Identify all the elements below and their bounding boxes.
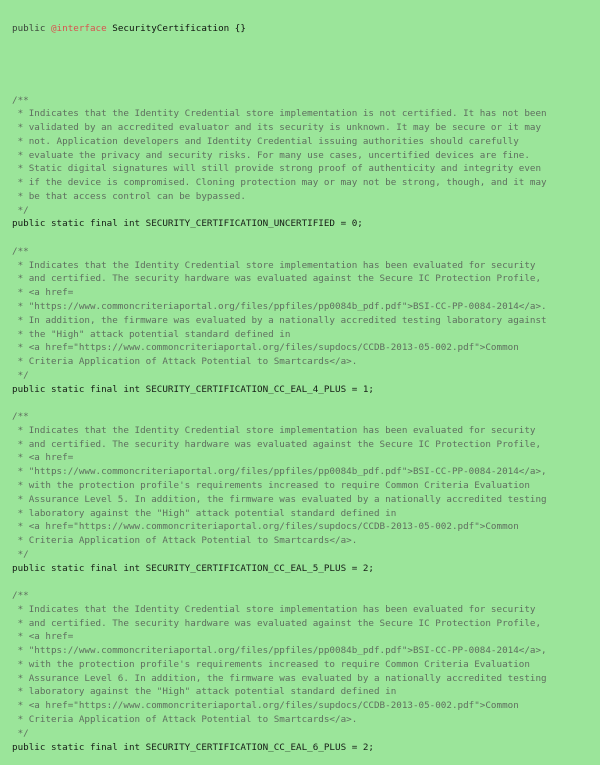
javadoc-line: * Criteria Application of Attack Potential to Smartcards</a>. xyxy=(12,535,358,547)
javadoc-line: * with the protection profile's requirements increased to require Common Criteria Evaluation xyxy=(12,658,530,670)
javadoc-line: * <a href= xyxy=(12,287,74,299)
javadoc-close: */ xyxy=(12,548,29,560)
javadoc-line: * laboratory against the "High" attack potential standard defined in xyxy=(12,686,397,698)
keyword-public: public xyxy=(12,23,51,34)
javadoc-line: * the "High" attack potential standard defined in xyxy=(12,328,291,340)
javadoc-line: * be that access control can be bypassed. xyxy=(12,190,246,202)
javadoc-line: * "https://www.commoncriteriaportal.org/files/ppfiles/pp0084b_pdf.pdf">BSI-CC-PP-0084-2014</a>. xyxy=(12,301,547,313)
javadoc-open: /** xyxy=(12,94,29,106)
javadoc-line: * <a href= xyxy=(12,631,74,643)
javadoc-line: * <a href="https://www.commoncriteriaportal.org/files/supdocs/CCDB-2013-05-002.pdf">Common xyxy=(12,342,519,354)
javadoc-line: * Indicates that the Identity Credential store implementation has been evaluated for security xyxy=(12,259,536,271)
javadoc-line: * evaluate the privacy and security risks. For many use cases, uncertified devices are fine. xyxy=(12,149,530,161)
certification-block xyxy=(12,589,600,754)
blank-line xyxy=(12,231,600,245)
javadoc-close: */ xyxy=(12,204,29,216)
javadoc-line: * Static digital signatures will still provide strong proof of authenticity and integrity even xyxy=(12,163,542,175)
javadoc-line: * Criteria Application of Attack Potential to Smartcards</a>. xyxy=(12,713,358,725)
javadoc-line: * "https://www.commoncriteriaportal.org/files/ppfiles/pp0084b_pdf.pdf">BSI-CC-PP-0084-2014</a>, xyxy=(12,466,547,478)
constant-declaration: public static final int SECURITY_CERTIFICATION_CC_EAL_4_PLUS = 1; xyxy=(12,383,374,395)
javadoc-line: * Indicates that the Identity Credential store implementation has been evaluated for security xyxy=(12,603,536,615)
javadoc-close: */ xyxy=(12,727,29,739)
javadoc-line: * Indicates that the Identity Credential store implementation has been evaluated for security xyxy=(12,424,536,436)
javadoc-line: * <a href="https://www.commoncriteriaportal.org/files/supdocs/CCDB-2013-05-002.pdf">Common xyxy=(12,700,519,712)
javadoc-line: * if the device is compromised. Cloning protection may or may not be strong, though, and it may xyxy=(12,177,547,189)
javadoc-open: /** xyxy=(12,411,29,423)
javadoc-line: * "https://www.commoncriteriaportal.org/files/ppfiles/pp0084b_pdf.pdf">BSI-CC-PP-0084-2014</a>, xyxy=(12,645,547,657)
javadoc-close: */ xyxy=(12,369,29,381)
interface-declaration xyxy=(12,22,600,36)
javadoc-open: /** xyxy=(12,245,29,257)
javadoc-line: * Indicates that the Identity Credential store implementation is not certified. It has not been xyxy=(12,108,547,120)
annotation-interface: @interface xyxy=(50,23,107,34)
javadoc-line: * <a href= xyxy=(12,452,74,464)
constant-declaration: public static final int SECURITY_CERTIFICATION_UNCERTIFIED = 0; xyxy=(12,218,363,230)
interface-name: SecurityCertification {} xyxy=(106,23,246,34)
blank-line xyxy=(12,575,600,589)
javadoc-line: * <a href="https://www.commoncriteriaportal.org/files/supdocs/CCDB-2013-05-002.pdf">Common xyxy=(12,521,519,533)
javadoc-line: * validated by an accredited evaluator and its security is unknown. It may be secure or it may xyxy=(12,122,542,134)
certification-block xyxy=(12,245,600,410)
certification-blocks xyxy=(12,94,600,755)
javadoc-line: * with the protection profile's requirements increased to require Common Criteria Evaluation xyxy=(12,479,530,491)
javadoc-line: * and certified. The security hardware was evaluated against the Secure IC Protection Profile, xyxy=(12,617,542,629)
blank-line xyxy=(12,396,600,410)
javadoc-line: * not. Application developers and Identity Credential issuing authorities should carefully xyxy=(12,135,519,147)
javadoc-line: * In addition, the firmware was evaluated by a nationally accredited testing laboratory against xyxy=(12,314,547,326)
javadoc-line: * and certified. The security hardware was evaluated against the Secure IC Protection Profile, xyxy=(12,438,542,450)
constant-declaration: public static final int SECURITY_CERTIFICATION_CC_EAL_6_PLUS = 2; xyxy=(12,741,374,753)
javadoc-line: * and certified. The security hardware was evaluated against the Secure IC Protection Profile, xyxy=(12,273,542,285)
certification-block xyxy=(12,410,600,589)
javadoc-line: * Assurance Level 5. In addition, the firmware was evaluated by a nationally accredited testing xyxy=(12,493,547,505)
constant-declaration: public static final int SECURITY_CERTIFICATION_CC_EAL_5_PLUS = 2; xyxy=(12,562,374,574)
javadoc-line: * laboratory against the "High" attack potential standard defined in xyxy=(12,507,397,519)
javadoc-line: * Criteria Application of Attack Potential to Smartcards</a>. xyxy=(12,356,358,368)
javadoc-open: /** xyxy=(12,590,29,602)
certification-block xyxy=(12,94,600,245)
blank-line xyxy=(12,58,600,72)
javadoc-line: * Assurance Level 6. In addition, the firmware was evaluated by a nationally accredited testing xyxy=(12,672,547,684)
